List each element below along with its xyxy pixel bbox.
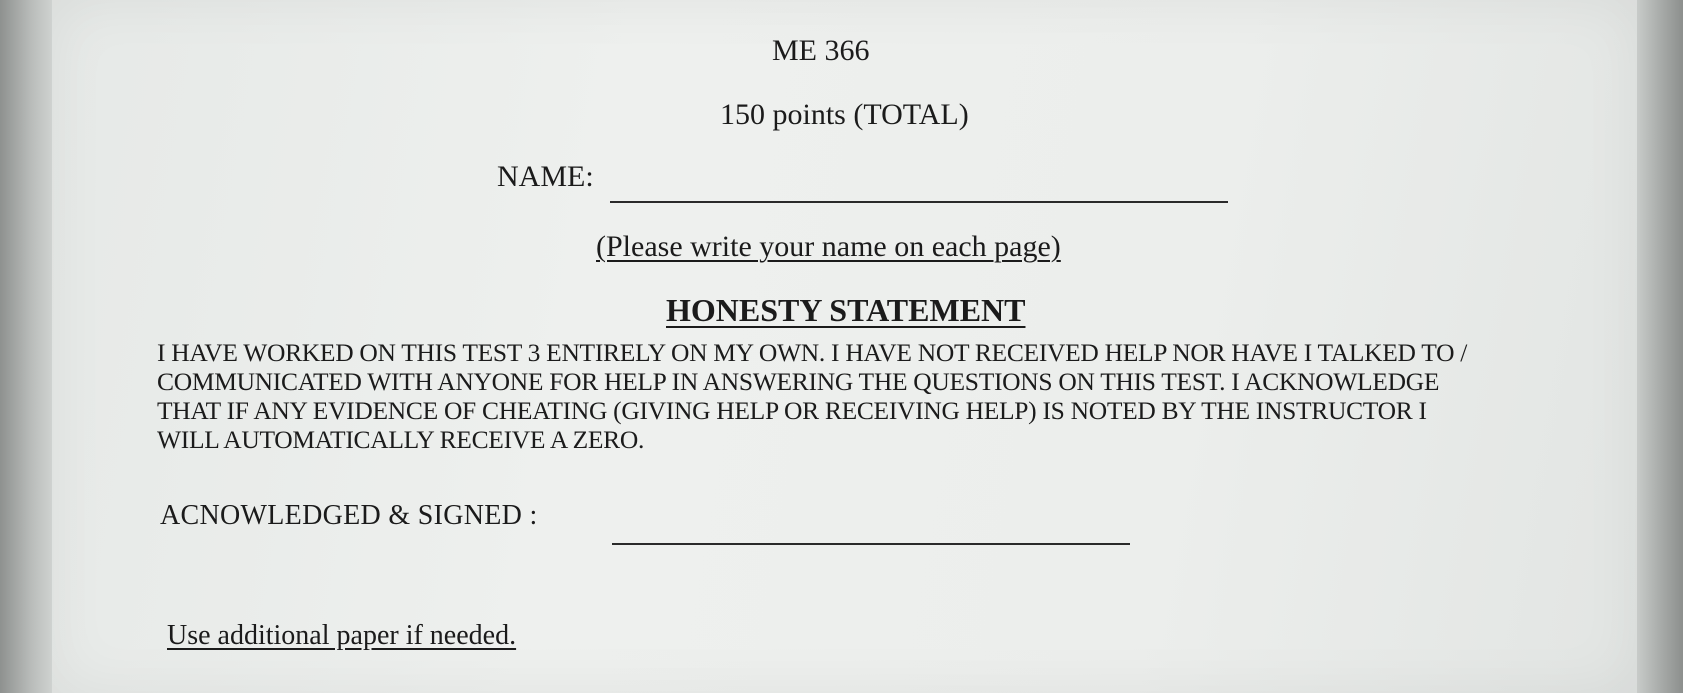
honesty-heading: HONESTY STATEMENT [666, 292, 1026, 328]
footer-note: Use additional paper if needed. [167, 620, 517, 651]
monitor-bezel-right [1637, 0, 1683, 693]
course-title: ME 366 [772, 34, 870, 67]
monitor-bezel-left [0, 0, 52, 693]
honesty-statement [157, 338, 1597, 454]
acknowledged-label: ACNOWLEDGED & SIGNED : [160, 500, 538, 531]
name-instruction: (Please write your name on each page) [596, 230, 1061, 263]
total-points: 150 points (TOTAL) [720, 98, 969, 131]
name-label: NAME: [497, 160, 594, 193]
statement-line: WILL AUTOMATICALLY RECEIVE A ZERO. [157, 425, 645, 454]
signature-field[interactable] [612, 543, 1130, 545]
statement-line: I HAVE WORKED ON THIS TEST 3 ENTIRELY ON MY OWN. I HAVE NOT RECEIVED HELP NOR HAVE I TALKED TO / [157, 338, 1468, 367]
name-field[interactable] [610, 201, 1228, 203]
statement-line: THAT IF ANY EVIDENCE OF CHEATING (GIVING HELP OR RECEIVING HELP) IS NOTED BY THE INSTRUCTOR I [157, 396, 1427, 425]
statement-line: COMMUNICATED WITH ANYONE FOR HELP IN ANSWERING THE QUESTIONS ON THIS TEST. I ACKNOWLEDGE [157, 367, 1440, 396]
